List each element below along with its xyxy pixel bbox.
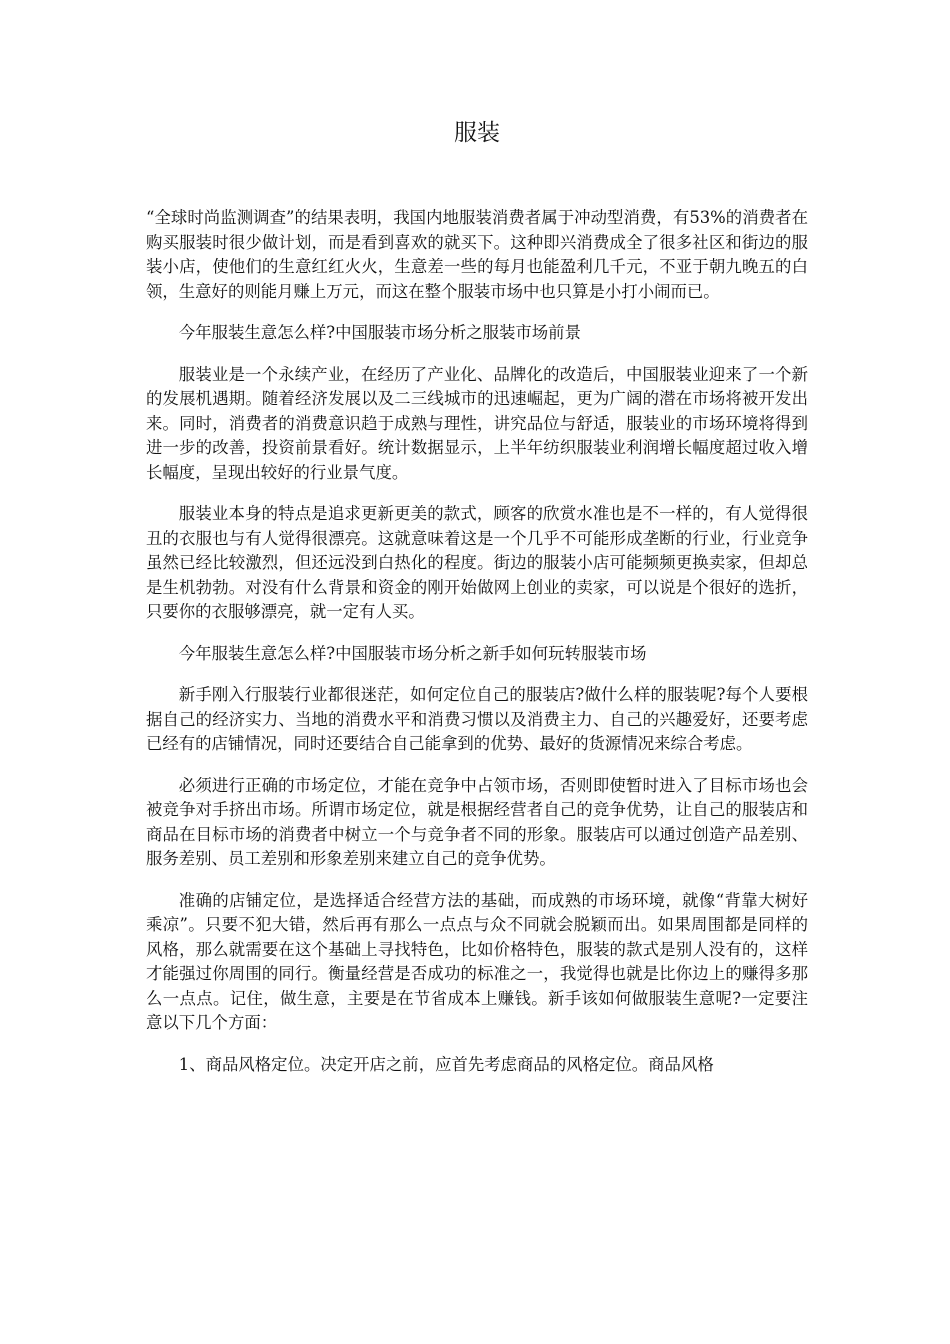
paragraph-industry-features: 服装业本身的特点是追求更新更美的款式，顾客的欣赏水准也是不一样的，有人觉得很丑的衣服也与有人觉得很漂亮。这就意味着这是一个几乎不可能形成垄断的行业，行业竞争虽然已经比较激烈，但还远没到白热化的程度。街边的服装小店可能频频更换卖家，但却总是生机勃勃。对没有什么背景和资金的刚开始做网上创业的卖家，可以说是个很好的选折，只要你的衣服够漂亮，就一定有人买。 [146, 504, 808, 621]
paragraph-newcomer-positioning: 新手刚入行服装行业都很迷茫，如何定位自己的服装店?做什么样的服装呢?每个人要根据自己的经济实力、当地的消费水平和消费习惯以及消费主力、自己的兴趣爱好，还要考虑已经有的店铺情况，同时还要结合自己能拿到的优势、最好的货源情况来综合考虑。 [146, 685, 808, 753]
paragraph-intro: “全球时尚监测调查”的结果表明，我国内地服装消费者属于冲动型消费，有53%的消费者在购买服装时很少做计划，而是看到喜欢的就买下。这种即兴消费成全了很多社区和街边的服装小店，使他们的生意红红火火，生意差一些的每月也能盈利几千元，不亚于朝九晚五的白领，生意好的则能月赚上万元，而这在整个服装市场中也只算是小打小闹而已。 [146, 208, 808, 301]
paragraph-style-positioning: 1、商品风格定位。决定开店之前，应首先考虑商品的风格定位。商品风格 [178, 1054, 714, 1074]
document-title: 服装 [454, 120, 500, 146]
section-heading-market-prospect: 今年服装生意怎么样?中国服装市场分析之服装市场前景 [178, 323, 581, 342]
paragraph-industry-outlook: 服装业是一个永续产业，在经历了产业化、品牌化的改造后，中国服装业迎来了一个新的发展机遇期。随着经济发展以及二三线城市的迅速崛起，更为广阔的潜在市场将被开发出来。同时，消费者的消费意识趋于成熟与理性，讲究品位与舒适，服装业的市场环境将得到进一步的改善，投资前景看好。统计数据显示，上半年纺织服装业利润增长幅度超过收入增长幅度，呈现出较好的行业景气度。 [146, 364, 808, 482]
section-heading-newcomer-guide: 今年服装生意怎么样?中国服装市场分析之新手如何玩转服装市场 [178, 643, 647, 663]
paragraph-store-positioning: 准确的店铺定位，是选择适合经营方法的基础，而成熟的市场环境，就像“背靠大树好乘凉”。只要不犯大错，然后再有那么一点点与众不同就会脱颖而出。如果周围都是同样的风格，那么就需要在这个基础上寻找特色，比如价格特色，服装的款式是别人没有的，这样才能强过你周围的同行。衡量经营是否成功的标准之一，我觉得也就是比你边上的赚得多那么一点点。记住，做生意，主要是在节省成本上赚钱。新手该如何做服装生意呢?一定要注意以下几个方面： [146, 890, 808, 1032]
document-body [146, 206, 808, 1094]
paragraph-market-positioning: 必须进行正确的市场定位，才能在竞争中占领市场，否则即使暂时进入了目标市场也会被竞争对手挤出市场。所谓市场定位，就是根据经营者自己的竞争优势，让自己的服装店和商品在目标市场的消费者中树立一个与竞争者不同的形象。服装店可以通过创造产品差别、服务差别、员工差别和形象差别来建立自己的竞争优势。 [146, 775, 808, 868]
